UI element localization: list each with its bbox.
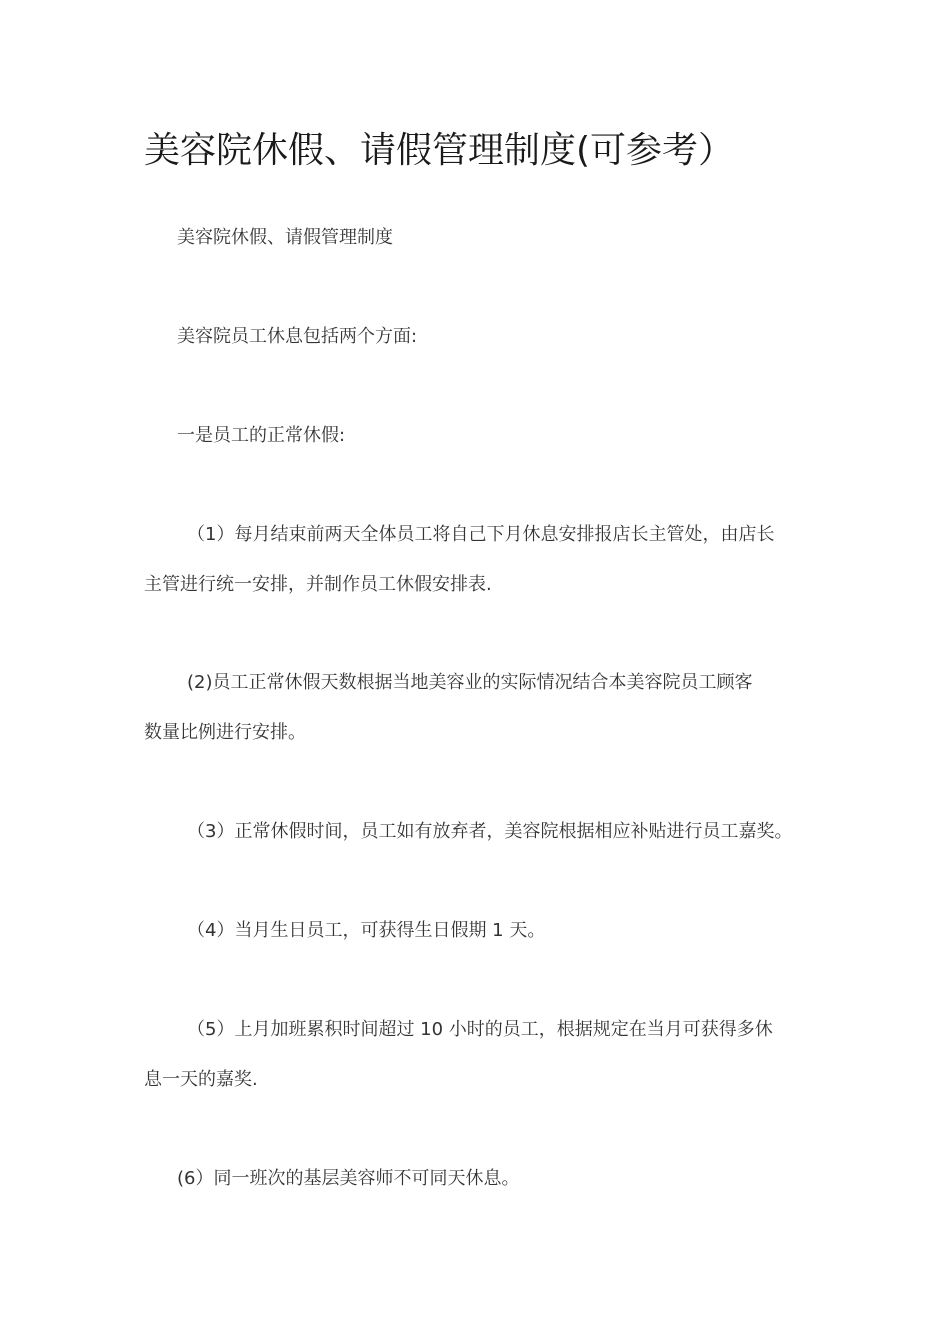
- item-5-line-1: （5）上月加班累积时间超过 10 小时的员工，根据规定在当月可获得多休: [187, 1019, 773, 1040]
- paragraph-item-6: [144, 1154, 820, 1204]
- item-4-line-1: （4）当月生日员工，可获得生日假期 1 天。: [187, 920, 546, 941]
- paragraph-section-one: 一是员工的正常休假:: [177, 425, 346, 446]
- item-6-line-1: (6）同一班次的基层美容师不可同天休息。: [177, 1168, 520, 1189]
- paragraph-item-3: [144, 807, 820, 857]
- item-1-line-2: 主管进行统一安排，并制作员工休假安排表.: [144, 574, 492, 595]
- item-2-line-1: (2)员工正常休假天数根据当地美容业的实际情况结合本美容院员工顾客: [187, 672, 753, 693]
- paragraph-item-2: [144, 658, 820, 758]
- item-3-line-1: （3）正常休假时间，员工如有放弃者，美容院根据相应补贴进行员工嘉奖。: [187, 821, 793, 842]
- item-5-line-2: 息一天的嘉奖.: [144, 1069, 258, 1090]
- paragraph-subtitle: 美容院休假、请假管理制度: [177, 227, 393, 248]
- paragraph-item-5: [144, 1005, 820, 1105]
- paragraph-item-4: [144, 906, 820, 956]
- paragraph-item-1: [144, 510, 820, 610]
- document-title: 美容院休假、请假管理制度(可参考）: [144, 130, 735, 171]
- item-1-line-1: （1）每月结束前两天全体员工将自己下月休息安排报店长主管处，由店长: [187, 524, 775, 545]
- item-2-line-2: 数量比例进行安排。: [144, 722, 306, 743]
- paragraph-intro: 美容院员工休息包括两个方面:: [177, 326, 418, 347]
